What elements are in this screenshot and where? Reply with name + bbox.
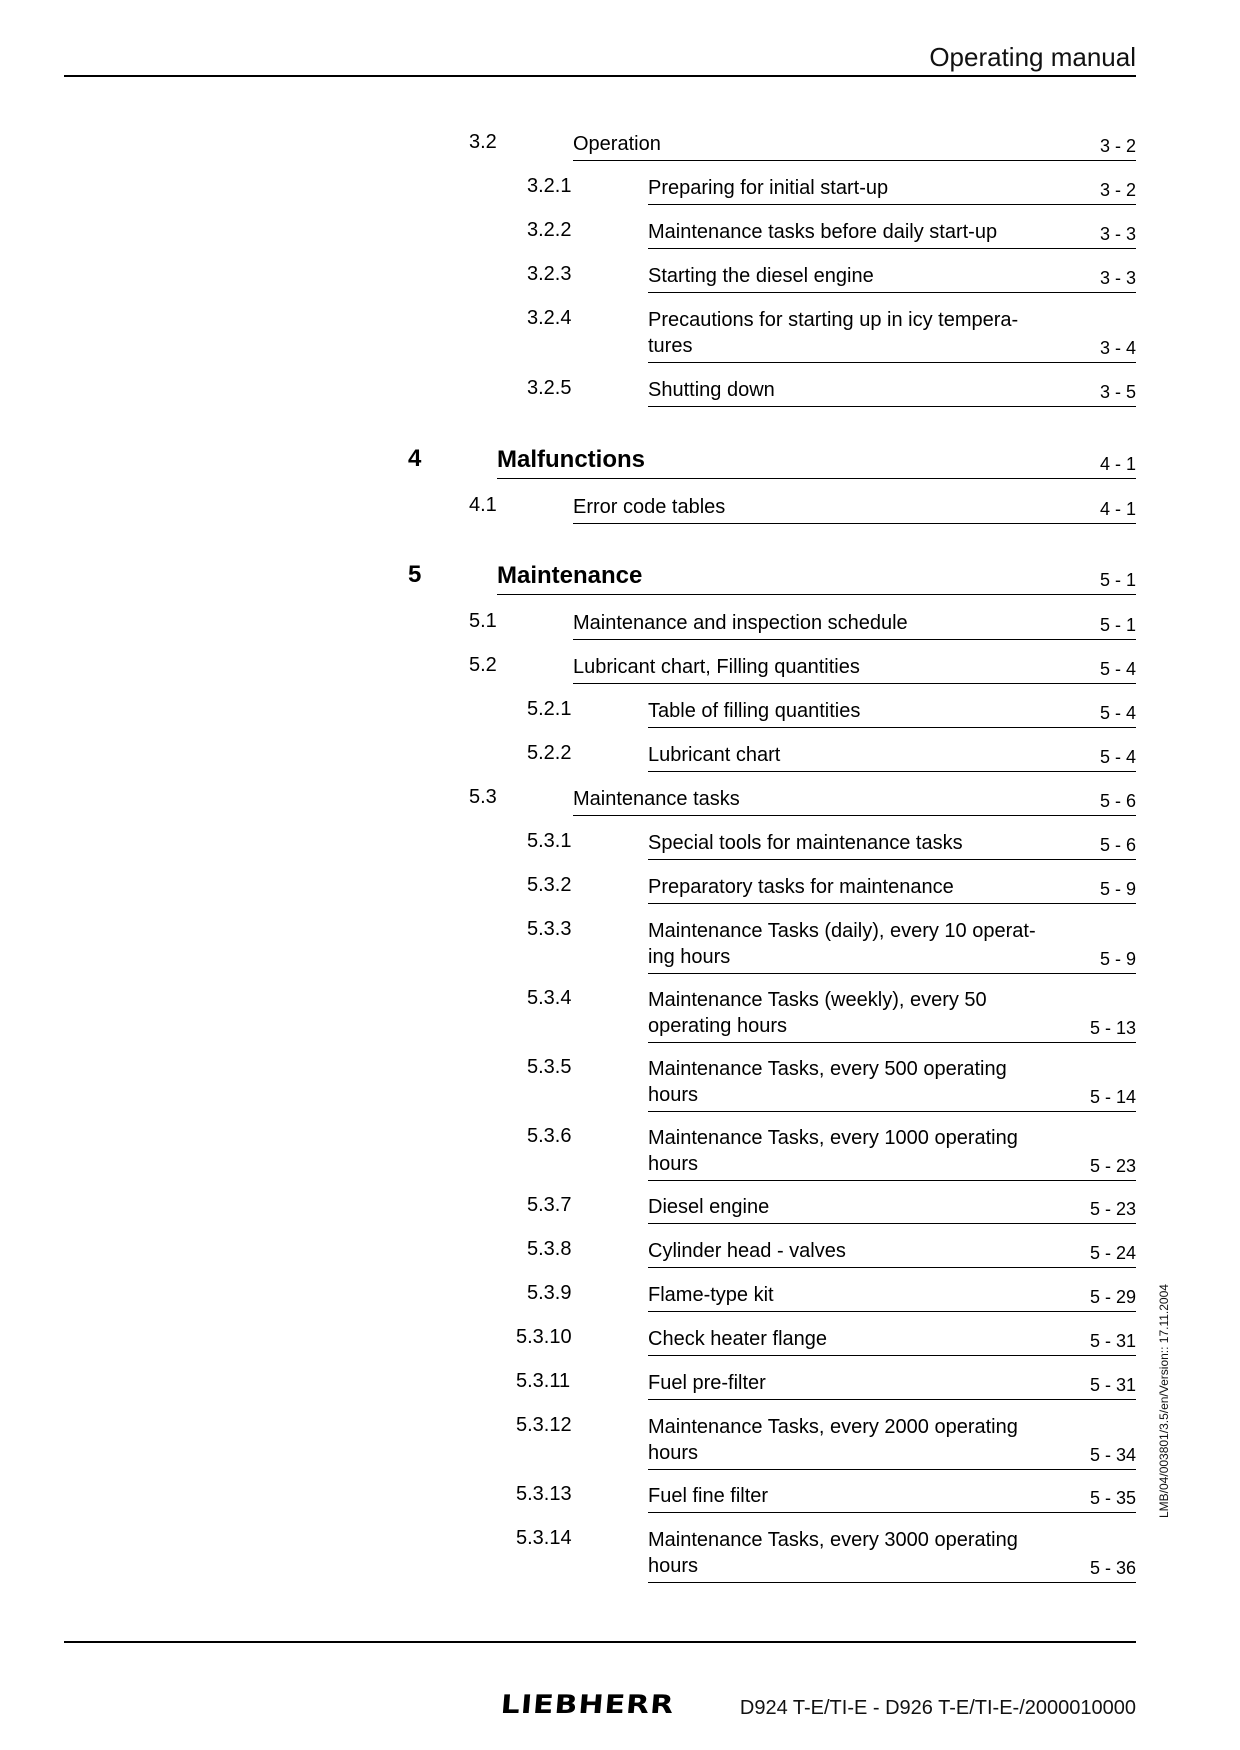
- toc-title: Fuel fine filter: [648, 1485, 769, 1507]
- toc-title: Lubricant chart, Filling quantities: [573, 656, 860, 678]
- toc-number: 5.3.4: [527, 987, 572, 1009]
- header-title: Operating manual: [929, 42, 1136, 72]
- toc-page: 4 - 1: [1099, 499, 1136, 519]
- toc-page: 5 - 34: [1089, 1445, 1136, 1465]
- toc-title-block: [648, 263, 1136, 293]
- toc-number: 5.2: [469, 654, 497, 676]
- toc-page: 5 - 13: [1089, 1018, 1136, 1038]
- toc-page: 5 - 31: [1089, 1331, 1136, 1351]
- liebherr-logo: LIEBHERR: [499, 1690, 676, 1720]
- toc-chapter-title: Maintenance: [497, 562, 643, 589]
- toc-title: Preparing for initial start-up: [648, 177, 889, 199]
- toc-title: Maintenance Tasks, every 2000 operating: [648, 1416, 1018, 1438]
- toc-title-block: [648, 1370, 1136, 1400]
- toc-title-block: [648, 698, 1136, 728]
- toc-page: 5 - 36: [1089, 1558, 1136, 1578]
- toc-number: 5.1: [469, 610, 497, 632]
- toc-title: Preparatory tasks for maintenance: [648, 876, 954, 898]
- toc-chapter-number: 4: [408, 445, 422, 472]
- toc-title-block: [573, 494, 1136, 524]
- toc-number: 3.2.1: [527, 175, 572, 197]
- toc-page: 5 - 35: [1089, 1488, 1136, 1508]
- toc-title: Diesel engine: [648, 1196, 770, 1218]
- toc-page: 3 - 3: [1099, 224, 1136, 244]
- toc-title-continued: ing hours: [648, 946, 731, 968]
- toc-page: 5 - 1: [1099, 615, 1136, 635]
- toc-number: 5.3.8: [527, 1238, 572, 1260]
- toc-number: 5.3.6: [527, 1125, 572, 1147]
- toc-title-block: [648, 874, 1136, 904]
- toc-title-block: [648, 1194, 1136, 1224]
- toc-title-block: [648, 1056, 1136, 1112]
- toc-number: 5.2.2: [527, 742, 572, 764]
- toc-title: Flame-type kit: [648, 1284, 774, 1306]
- toc-number: 3.2.2: [527, 219, 572, 241]
- toc-page: 5 - 1: [1099, 570, 1136, 590]
- toc-title: Lubricant chart: [648, 744, 781, 766]
- toc-chapter-number: 5: [408, 561, 422, 588]
- toc-page: 5 - 4: [1099, 703, 1136, 723]
- toc-title: Check heater flange: [648, 1328, 828, 1350]
- toc-title: Starting the diesel engine: [648, 265, 874, 287]
- toc-title: Special tools for maintenance tasks: [648, 832, 963, 854]
- toc-page: 3 - 2: [1099, 180, 1136, 200]
- toc-title-block: [648, 377, 1136, 407]
- toc-number: 5.3.3: [527, 918, 572, 940]
- toc-title-block: [648, 1125, 1136, 1181]
- toc-title: Table of filling quantities: [648, 700, 861, 722]
- toc-title-block: [573, 131, 1136, 161]
- toc-title-block: [648, 175, 1136, 205]
- toc-number: 5.3.9: [527, 1282, 572, 1304]
- toc-number: 3.2: [469, 131, 497, 153]
- toc-page: 5 - 14: [1089, 1087, 1136, 1107]
- toc-title-block: [573, 654, 1136, 684]
- toc-number: 5.3.11: [516, 1370, 571, 1392]
- footer-divider: [64, 1641, 1136, 1643]
- toc-title-block: [648, 830, 1136, 860]
- toc-number: 5.3.1: [527, 830, 572, 852]
- toc-page: 3 - 3: [1099, 268, 1136, 288]
- toc-page: 5 - 4: [1099, 747, 1136, 767]
- toc-title-block: [648, 1282, 1136, 1312]
- toc-title-block: [648, 1326, 1136, 1356]
- toc-title-block: [573, 610, 1136, 640]
- toc-page: 4 - 1: [1099, 454, 1136, 474]
- toc-number: 5.3.12: [516, 1414, 572, 1436]
- toc-number: 5.3.13: [516, 1483, 572, 1505]
- toc-title-block: [648, 918, 1136, 974]
- toc-number: 3.2.5: [527, 377, 572, 399]
- toc-title-block: [497, 561, 1136, 595]
- toc-title: Precautions for starting up in icy tempera-: [648, 309, 1019, 331]
- toc-title-block: [648, 1414, 1136, 1470]
- toc-title-block: [648, 219, 1136, 249]
- toc-page: 5 - 23: [1089, 1156, 1136, 1176]
- toc-page: 5 - 23: [1089, 1199, 1136, 1219]
- toc-number: 4.1: [469, 494, 497, 516]
- toc-page: 5 - 6: [1099, 791, 1136, 811]
- toc-page: 5 - 29: [1089, 1287, 1136, 1307]
- toc-title: Maintenance and inspection schedule: [573, 612, 908, 634]
- toc-page: 5 - 9: [1099, 879, 1136, 899]
- toc-title-continued: hours: [648, 1153, 699, 1175]
- toc-title-continued: hours: [648, 1084, 699, 1106]
- toc-title-block: [648, 1238, 1136, 1268]
- toc-title-block: [497, 445, 1136, 479]
- toc-title: Maintenance Tasks, every 1000 operating: [648, 1127, 1018, 1149]
- toc-title: Error code tables: [573, 496, 726, 518]
- toc-page: 5 - 24: [1089, 1243, 1136, 1263]
- toc-number: 3.2.3: [527, 263, 572, 285]
- toc-page: 3 - 2: [1099, 136, 1136, 156]
- toc-title-continued: operating hours: [648, 1015, 787, 1037]
- toc-title: Shutting down: [648, 379, 775, 401]
- toc-number: 5.3: [469, 786, 497, 808]
- toc-title-block: [648, 1527, 1136, 1583]
- toc-title-continued: hours: [648, 1555, 699, 1577]
- toc-title: Maintenance Tasks, every 500 operating: [648, 1058, 1007, 1080]
- toc-number: 5.3.7: [527, 1194, 572, 1216]
- toc-chapter-title: Malfunctions: [497, 446, 645, 473]
- toc-title: Maintenance Tasks (daily), every 10 operat-: [648, 920, 1036, 942]
- toc-number: 5.3.14: [516, 1527, 572, 1549]
- toc-title-block: [648, 742, 1136, 772]
- toc-title: Operation: [573, 133, 661, 155]
- footer-model-number: D924 T-E/TI-E - D926 T-E/TI-E-/2000010000: [739, 1697, 1136, 1719]
- toc-number: 5.3.10: [516, 1326, 572, 1348]
- toc-title: Cylinder head - valves: [648, 1240, 846, 1262]
- toc-page: 5 - 4: [1099, 659, 1136, 679]
- toc-title: Maintenance Tasks, every 3000 operating: [648, 1529, 1018, 1551]
- toc-title-block: [573, 786, 1136, 816]
- toc-title-block: [648, 987, 1136, 1043]
- toc-page: 3 - 5: [1099, 382, 1136, 402]
- toc-number: 5.3.2: [527, 874, 572, 896]
- toc-title: Maintenance tasks before daily start-up: [648, 221, 998, 243]
- toc-page: 5 - 9: [1099, 949, 1136, 969]
- document-version-code: LMB/04/003801/3.5/en/Version:: 17.11.2004: [1157, 1284, 1171, 1518]
- toc-title: Maintenance tasks: [573, 788, 740, 810]
- toc-number: 5.2.1: [527, 698, 572, 720]
- toc-title-continued: hours: [648, 1442, 699, 1464]
- toc-page: 5 - 31: [1089, 1375, 1136, 1395]
- toc-title: Fuel pre-filter: [648, 1372, 766, 1394]
- toc-title-block: [648, 1483, 1136, 1513]
- toc-number: 5.3.5: [527, 1056, 572, 1078]
- toc-title-continued: tures: [648, 335, 693, 357]
- toc-page: 5 - 6: [1099, 835, 1136, 855]
- toc-page: 3 - 4: [1099, 338, 1136, 358]
- toc-title-block: [648, 307, 1136, 363]
- toc-title: Maintenance Tasks (weekly), every 50: [648, 989, 987, 1011]
- toc-number: 3.2.4: [527, 307, 572, 329]
